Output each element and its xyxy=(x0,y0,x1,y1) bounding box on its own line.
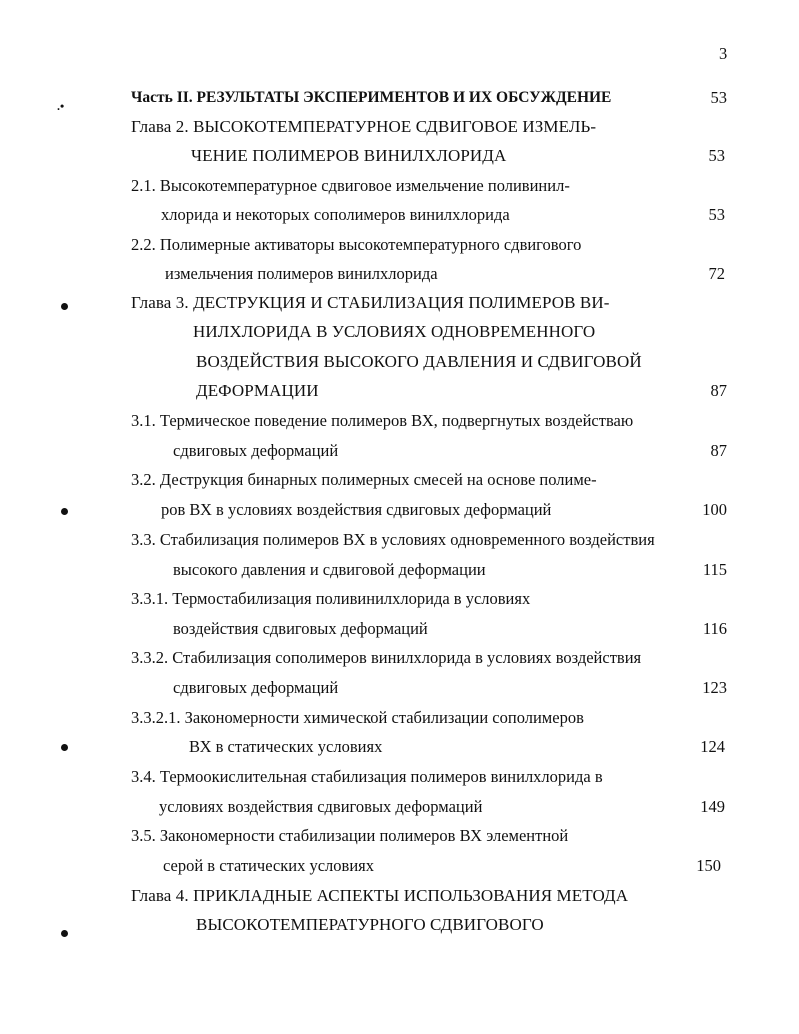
toc-entry-title-continued: ВЫСОКОТЕМПЕРАТУРНОГО СДВИГОВОГО xyxy=(196,915,544,934)
toc-entry-title-continued: ЧЕНИЕ ПОЛИМЕРОВ ВИНИЛХЛОРИДА xyxy=(191,146,507,165)
toc-entry-title-continued: сдвиговых деформаций xyxy=(173,678,339,697)
toc-page-number: 124 xyxy=(700,737,725,756)
toc-page-number: 149 xyxy=(700,797,725,816)
toc-entry-title: 3.3.1. Термостабилизация поливинилхлорида в условиях xyxy=(131,589,531,608)
toc-entry-title-continued: ВОЗДЕЙСТВИЯ ВЫСОКОГО ДАВЛЕНИЯ И СДВИГОВОЙ xyxy=(196,352,642,371)
toc-entry-title: Глава 2. ВЫСОКОТЕМПЕРАТУРНОЕ СДВИГОВОЕ ИЗМЕЛЬ- xyxy=(131,117,597,136)
toc-page-number: 53 xyxy=(708,146,725,165)
toc-entry-title: Глава 4. ПРИКЛАДНЫЕ АСПЕКТЫ ИСПОЛЬЗОВАНИЯ МЕТОДА xyxy=(131,886,629,905)
toc-entry-title-continued: хлорида и некоторых сополимеров винилхлорида xyxy=(161,205,510,224)
toc-page-number: 116 xyxy=(702,619,727,638)
toc-entry-title-continued: НИЛХЛОРИДА В УСЛОВИЯХ ОДНОВРЕМЕННОГО xyxy=(193,322,596,341)
toc-entry-title: 2.1. Высокотемпературное сдвиговое измельчение поливинил- xyxy=(131,176,570,195)
toc-entry-title-continued: воздействия сдвиговых деформаций xyxy=(173,619,428,638)
toc-page-number: 72 xyxy=(708,264,725,283)
binder-hole-mark xyxy=(61,508,68,515)
toc-entry-title-continued: высокого давления и сдвиговой деформации xyxy=(173,560,486,579)
toc-page-number: 53 xyxy=(708,205,725,224)
page-number: 3 xyxy=(719,44,728,63)
toc-entry-title: 3.5. Закономерности стабилизации полимеров ВХ элементной xyxy=(131,826,569,845)
toc-page-number: 53 xyxy=(710,88,727,107)
toc-page-number: 123 xyxy=(702,678,727,697)
toc-entry-title-continued: условиях воздействия сдвиговых деформаций xyxy=(159,797,483,816)
toc-entry-title-continued: измельчения полимеров винилхлорида xyxy=(165,264,438,283)
toc-page-number: 87 xyxy=(710,441,727,460)
toc-entry-title: 3.3. Стабилизация полимеров ВХ в условиях одновременного воздействия xyxy=(131,530,655,549)
binder-hole-mark xyxy=(61,744,68,751)
toc-entry-title-continued: серой в статических условиях xyxy=(163,856,374,875)
toc-entry-title: 3.2. Деструкция бинарных полимерных смесей на основе полиме- xyxy=(131,470,597,489)
toc-page-number: 100 xyxy=(702,500,727,519)
toc-page-number: 87 xyxy=(710,381,727,400)
binder-hole-mark xyxy=(61,930,68,937)
toc-entry-title: 3.3.2.1. Закономерности химической стабилизации сополимеров xyxy=(131,708,584,727)
toc-entry-title-continued: сдвиговых деформаций xyxy=(173,441,339,460)
toc-page-number: 150 xyxy=(696,856,721,875)
toc-entry-title: 2.2. Полимерные активаторы высокотемпературного сдвигового xyxy=(131,235,582,254)
toc-entry-title: 3.3.2. Стабилизация сополимеров винилхлорида в условиях воздействия xyxy=(131,648,642,667)
toc-entry-title-continued: ВХ в статических условиях xyxy=(189,737,383,756)
toc-entry-title: 3.1. Термическое поведение полимеров ВХ, подвергнутых воздействаю xyxy=(131,411,634,430)
toc-entry-title: 3.4. Термоокислительная стабилизация полимеров винилхлорида в xyxy=(131,767,603,786)
binder-hole-mark xyxy=(61,303,68,310)
toc-entry-title-continued: ДЕФОРМАЦИИ xyxy=(196,381,319,400)
toc-entry-title-continued: ров ВХ в условиях воздействия сдвиговых деформаций xyxy=(161,500,552,519)
binder-hole-mark: .• xyxy=(57,99,65,113)
toc-entry-title: Часть II. РЕЗУЛЬТАТЫ ЭКСПЕРИМЕНТОВ И ИХ ОБСУЖДЕНИЕ xyxy=(131,89,612,106)
toc-page-number: 115 xyxy=(702,560,727,579)
toc-entry-title: Глава 3. ДЕСТРУКЦИЯ И СТАБИЛИЗАЦИЯ ПОЛИМЕРОВ ВИ- xyxy=(131,293,610,312)
